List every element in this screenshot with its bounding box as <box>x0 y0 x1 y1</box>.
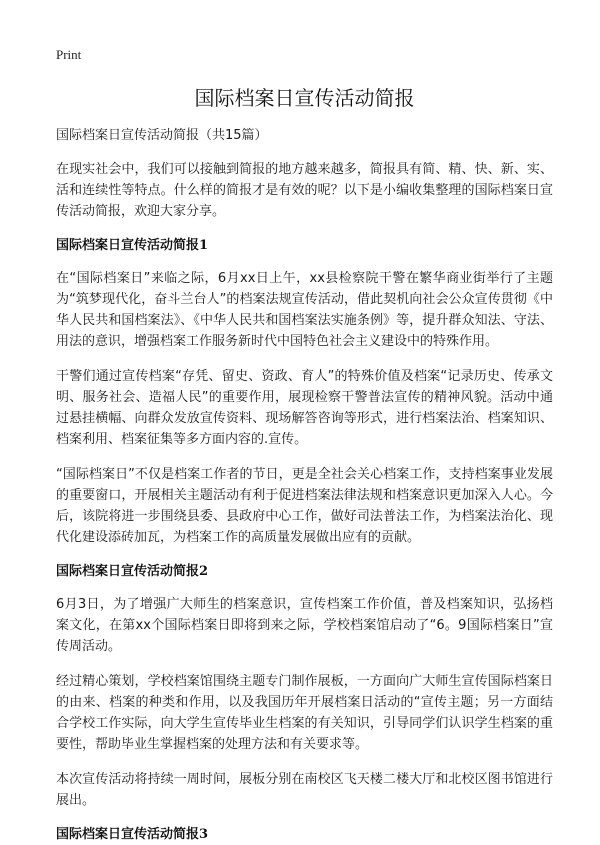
section-heading-2: 国际档案日宣传活动简报2 <box>56 564 209 579</box>
section-heading-1: 国际档案日宣传活动简报1 <box>56 238 209 253</box>
section-2-paragraph-3: 本次宣传活动将持续一周时间，展板分别在南校区飞天楼二楼大厅和北校区图书馆进行展出。 <box>56 772 553 808</box>
print-link[interactable]: Print <box>56 47 82 62</box>
intro-paragraph: 在现实社会中，我们可以接触到简报的地方越来越多，简报具有简、精、快、新、实、活和连续性等特点。什么样的简报才是有效的呢？以下是小编收集整理的国际档案日宣传活动简报，欢迎大家分享。 <box>56 162 553 219</box>
section-1-paragraph-1: 在“国际档案日”来临之际，6月xx日上午，xx县检察院干警在繁华商业街举行了主题为“筑梦现代化，奋斗兰台人”的档案法规宣传活动，借此契机向社会公众宣传贯彻《中华人民共和国档案法》、《中华人民共和国档案法实施条例》等，提升群众知法、守法、用法的意识，增强档案工作服务新时代中国特色社会主义建设中的特殊作用。 <box>56 271 553 349</box>
document-subtitle: 国际档案日宣传活动简报（共15篇） <box>56 128 268 143</box>
page-title: 国际档案日宣传活动简报 <box>194 86 415 110</box>
section-1-paragraph-2: 干警们通过宣传档案“存凭、留史、资政、育人”的特殊价值及档案“记录历史、传承文明、服务社会、造福人民”的重要作用，展现检察干警普法宣传的精神风貌。活动中通过悬挂横幅、向群众发放宣传资料、现场解答咨询等形式，进行档案法治、档案知识、档案利用、档案征集等多方面内容的.宣传。 <box>56 369 553 447</box>
section-2-paragraph-1: 6月3日，为了增强广大师生的档案意识，宣传档案工作价值，普及档案知识，弘扬档案文化，在第xx个国际档案日即将到来之际，学校档案馆启动了“6。9国际档案日”宣传周活动。 <box>56 597 553 654</box>
section-2-paragraph-2: 经过精心策划，学校档案馆围绕主题专门制作展板，一方面向广大师生宣传国际档案日的由来、档案的种类和作用，以及我国历年开展档案日活动的“宣传主题；另一方面结合学校工作实际，向大学生宣传毕业生档案的有关知识，引导同学们认识学生档案的重要性，帮助毕业生掌握档案的处理方法和有关要求等。 <box>56 674 553 752</box>
section-1-paragraph-3: “国际档案日”不仅是档案工作者的节日，更是全社会关心档案工作，支持档案事业发展的重要窗口，开展相关主题活动有利于促进档案法律法规和档案意识更加深入人心。今后，该院将进一步围绕县委、县政府中心工作，做好司法普法工作，为档案法治化、现代化建设添砖加瓦，为档案工作的高质量发展做出应有的贡献。 <box>56 467 553 545</box>
section-heading-3: 国际档案日宣传活动简报3 <box>56 827 209 842</box>
